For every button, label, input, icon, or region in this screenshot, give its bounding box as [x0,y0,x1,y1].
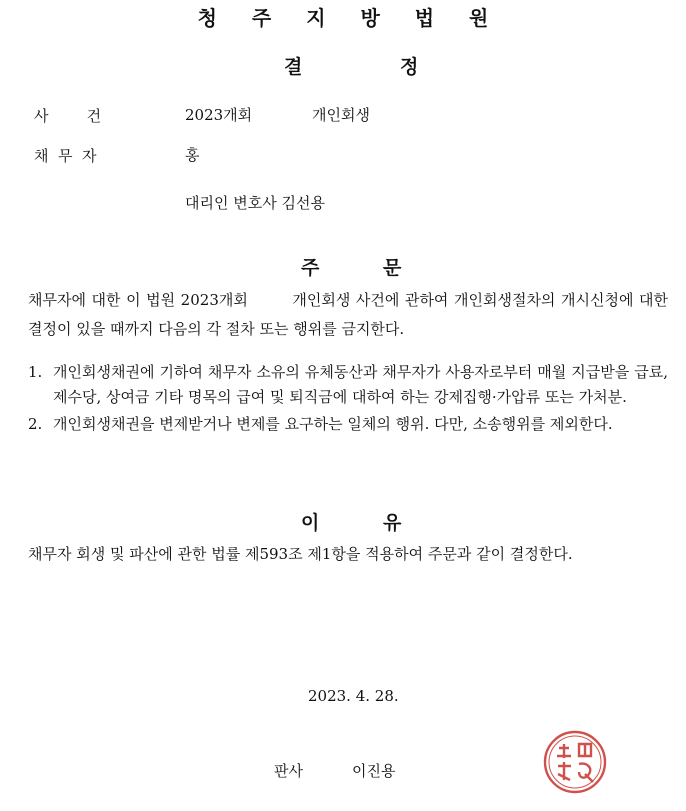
doc-type-right: 정 [400,56,419,78]
representative: 대리인 변호사 김선용 [185,194,325,212]
order-item-text: 개인회생채권을 변제받거나 변제를 요구하는 일체의 행위. 다만, 소송행위를 제외한다. [53,415,613,433]
order-item-number: 1. [28,363,43,381]
court-name: 청 주 지 방 법 원 [197,6,503,30]
order-item [28,360,668,410]
judge-title: 판사 [274,762,303,780]
judge-seal-stamp [541,728,609,796]
debtor-name: 홍 [185,146,200,164]
decision-date: 2023. 4. 28. [308,687,399,705]
case-number: 2023개회 [185,106,253,124]
order-item-text: 개인회생채권에 기하여 채무자 소유의 유체동산과 채무자가 사용자로부터 매월 지급받을 급료, 제수당, 상여금 기타 명목의 급여 및 퇴직금에 대하여 하는 강제집행·가압류 또는 가처분. [53,363,668,406]
case-label: 사 건 [34,107,102,125]
doc-type-left: 결 [284,56,303,78]
order-intro: 채무자에 대한 이 법원 2023개회 개인회생 사건에 관하여 개인회생절차의 개시신청에 대한 결정이 있을 때까지 다음의 각 절차 또는 행위를 금지한다. [28,291,673,338]
reason-heading-left: 이 [301,512,320,534]
order-item [28,412,668,437]
order-heading-left: 주 [301,257,320,279]
order-heading-right: 문 [383,257,402,279]
reason-heading-right: 유 [383,512,402,534]
debtor-label: 채 무 자 [34,147,97,165]
judge-name: 이진용 [352,762,396,780]
reason-text: 채무자 회생 및 파산에 관한 법률 제593조 제1항을 적용하여 주문과 같이 결정한다. [28,545,573,563]
case-name: 개인회생 [312,106,370,124]
order-items [28,360,668,437]
order-item-number: 2. [28,415,43,433]
